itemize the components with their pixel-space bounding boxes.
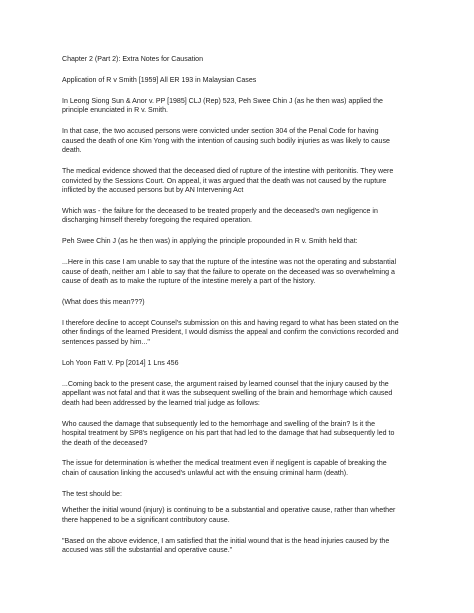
paragraph: The medical evidence showed that the deceased died of rupture of the intestine with peritonitis. They were convicted by the Sessions Court. On appeal, it was argued that the death was not caused by the rupture inflicted by the accused persons but by AN Intervening Act — [62, 167, 394, 195]
paragraph: Whether the initial wound (injury) is continuing to be a substantial and operative cause, rather than whether there happened to be a significant contributory cause. — [62, 507, 396, 525]
paragraph: The issue for determination is whether the medical treatment even if negligent is capable of breaking the chain of causation linking the accused's unlawful act with the ensuing criminal harm (death). — [62, 460, 387, 478]
test-heading: The test should be: — [62, 490, 122, 498]
paragraph: Who caused the damage that subsequently led to the hemorrhage and swelling of the brain? Is it the hospital treatment by SP8's negligence on his part that had led to the damage that had subsequently led to the death of the deceased? — [62, 420, 395, 447]
chapter-title: Chapter 2 (Part 2): Extra Notes for Causation — [62, 56, 203, 63]
case-citation: Loh Yoon Fatt V. Pp [2014] 1 Lns 456 — [62, 359, 179, 367]
quoted-judgment: ...Here in this case I am unable to say that the rupture of the intestine was not the operating and substantial cause of death, neither am I able to say that the failure to operate on the deceased was so overwhelming a cause of death as to make the rupture of the intestine merely a part of the history. — [62, 259, 397, 286]
paragraph: Peh Swee Chin J (as he then was) in applying the principle propounded in R v. Smith held that: — [62, 238, 358, 246]
paragraph: Which was - the failure for the deceased to be treated properly and the deceased's own negligence in discharging himself thereby foregoing the required operation. — [62, 207, 378, 225]
quoted-conclusion: "Based on the above evidence, I am satisfied that the initial wound that is the head injuries caused by the accused was still the substantial and operative cause." — [62, 537, 390, 555]
quoted-judgment: ...Coming back to the present case, the argument raised by learned counsel that the injury caused by the appellant was not fatal and that it was the subsequent swelling of the brain and hemorrhage which caused death had been addressed by the learned trial judge as follows: — [62, 380, 393, 407]
paragraph: In Leong Siong Sun & Anor v. PP [1985] CLJ (Rep) 523, Peh Swee Chin J (as he then was) applied the principle enunciated in R v. Smith. — [62, 97, 383, 115]
note-question: (What does this mean???) — [62, 299, 145, 306]
quoted-judgment: I therefore decline to accept Counsel's submission on this and having regard to what has been stated on the other findings of the learned President, I would dismiss the appeal and confirm the convictions recorded and sentences passed by him..." — [62, 319, 399, 346]
section-heading: Application of R v Smith [1959] All ER 193 in Malaysian Cases — [62, 76, 257, 84]
paragraph: In that case, the two accused persons were convicted under section 304 of the Penal Code for having caused the death of one Kim Yong with the intention of causing such bodily injuries as was likely to cause death. — [62, 127, 390, 155]
